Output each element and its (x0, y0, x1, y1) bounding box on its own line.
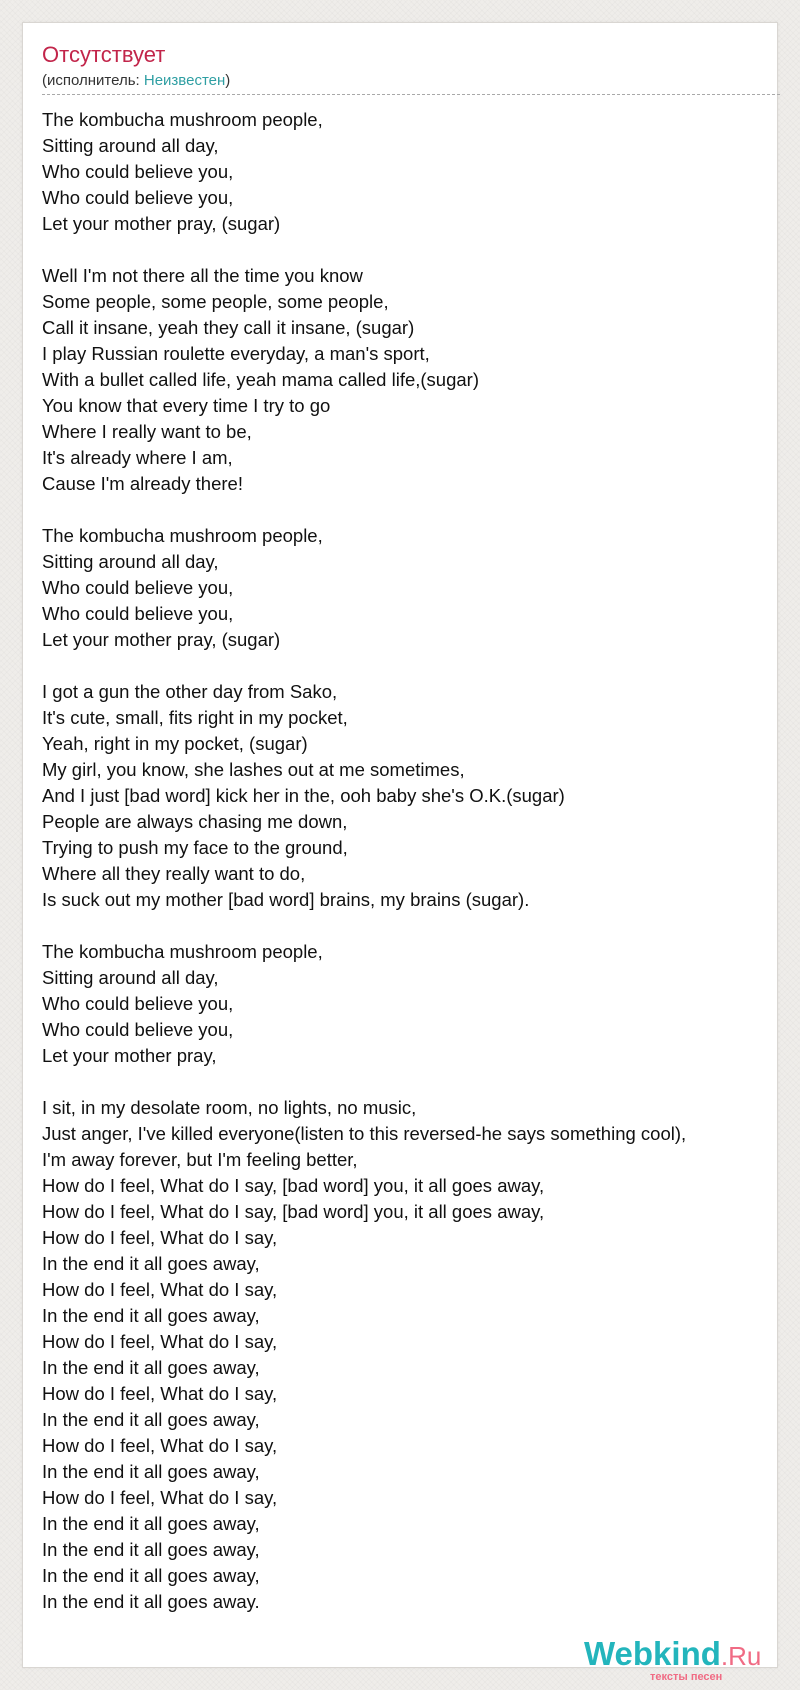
lyric-line: Sitting around all day, (42, 967, 219, 988)
lyric-line: Let your mother pray, (42, 1045, 217, 1066)
logo-tld: .Ru (720, 1641, 762, 1671)
lyric-line: I got a gun the other day from Sako, (42, 681, 338, 702)
lyric-line: In the end it all goes away, (42, 1565, 260, 1586)
stanza-gap (42, 1069, 767, 1095)
lyric-line: Is suck out my mother [bad word] brains, my brains (sugar). (42, 889, 530, 910)
artist-prefix: (исполнитель: (42, 72, 144, 89)
logo-brand: Webkind (584, 1635, 721, 1672)
lyric-line: How do I feel, What do I say, (42, 1331, 278, 1352)
lyric-line: Who could believe you, (42, 603, 234, 624)
logo-tagline: тексты песен (650, 1671, 723, 1683)
lyric-line: Who could believe you, (42, 1019, 234, 1040)
lyric-line: In the end it all goes away. (42, 1591, 260, 1612)
stanza-gap (42, 653, 767, 679)
lyric-line: Where all they really want to do, (42, 863, 306, 884)
lyric-line: My girl, you know, she lashes out at me sometimes, (42, 759, 465, 780)
lyric-line: Yeah, right in my pocket, (sugar) (42, 733, 308, 754)
lyric-line: It's already where I am, (42, 447, 233, 468)
lyric-line: In the end it all goes away, (42, 1253, 260, 1274)
lyric-line: Sitting around all day, (42, 135, 219, 156)
lyrics-text (42, 107, 767, 1615)
lyric-line: Who could believe you, (42, 577, 234, 598)
artist-link[interactable]: Неизвестен (143, 72, 226, 89)
lyric-line: Cause I'm already there! (42, 473, 243, 494)
lyric-line: Who could believe you, (42, 187, 234, 208)
lyric-line: Trying to push my face to the ground, (42, 837, 348, 858)
lyric-line: How do I feel, What do I say, (42, 1435, 278, 1456)
artist-line (42, 72, 230, 90)
logo-wordmark (584, 1634, 761, 1676)
lyric-line: With a bullet called life, yeah mama called life,(sugar) (42, 369, 479, 390)
lyric-line: How do I feel, What do I say, (42, 1227, 278, 1248)
lyric-line: Who could believe you, (42, 161, 234, 182)
lyric-line: Sitting around all day, (42, 551, 219, 572)
header-divider (42, 94, 780, 95)
lyric-line: How do I feel, What do I say, (42, 1383, 278, 1404)
stanza-gap (42, 913, 767, 939)
lyric-line: I'm away forever, but I'm feeling better, (42, 1149, 358, 1170)
lyric-line: I sit, in my desolate room, no lights, no music, (42, 1097, 417, 1118)
lyric-line: How do I feel, What do I say, (42, 1487, 278, 1508)
lyric-line: Who could believe you, (42, 993, 234, 1014)
lyric-line: The kombucha mushroom people, (42, 525, 323, 546)
lyric-line: How do I feel, What do I say, [bad word] you, it all goes away, (42, 1201, 545, 1222)
lyric-line: In the end it all goes away, (42, 1539, 260, 1560)
lyric-line: Well I'm not there all the time you know (42, 265, 363, 286)
artist-suffix: ) (225, 72, 231, 89)
stanza-gap (42, 237, 767, 263)
lyric-line: How do I feel, What do I say, [bad word] you, it all goes away, (42, 1175, 545, 1196)
lyric-line: I play Russian roulette everyday, a man's sport, (42, 343, 430, 364)
lyric-line: Call it insane, yeah they call it insane, (sugar) (42, 317, 415, 338)
lyric-line: Let your mother pray, (sugar) (42, 629, 281, 650)
lyric-line: In the end it all goes away, (42, 1305, 260, 1326)
stanza-gap (42, 497, 767, 523)
lyric-line: The kombucha mushroom people, (42, 109, 323, 130)
lyric-line: Some people, some people, some people, (42, 291, 389, 312)
lyric-line: Where I really want to be, (42, 421, 252, 442)
song-title: Отсутствует (42, 42, 166, 67)
lyrics-card (22, 22, 778, 1683)
lyric-line: In the end it all goes away, (42, 1513, 260, 1534)
lyric-line: People are always chasing me down, (42, 811, 348, 832)
lyric-line: It's cute, small, fits right in my pocket, (42, 707, 348, 728)
lyric-line: In the end it all goes away, (42, 1357, 260, 1378)
lyric-line: And I just [bad word] kick her in the, ooh baby she's O.K.(sugar) (42, 785, 565, 806)
lyric-line: Let your mother pray, (sugar) (42, 213, 281, 234)
lyric-line: In the end it all goes away, (42, 1461, 260, 1482)
lyric-line: You know that every time I try to go (42, 395, 331, 416)
lyric-line: In the end it all goes away, (42, 1409, 260, 1430)
lyric-line: The kombucha mushroom people, (42, 941, 323, 962)
site-logo[interactable] (584, 1634, 784, 1688)
lyric-line: Just anger, I've killed everyone(listen to this reversed-he says something cool), (42, 1123, 687, 1144)
lyric-line: How do I feel, What do I say, (42, 1279, 278, 1300)
